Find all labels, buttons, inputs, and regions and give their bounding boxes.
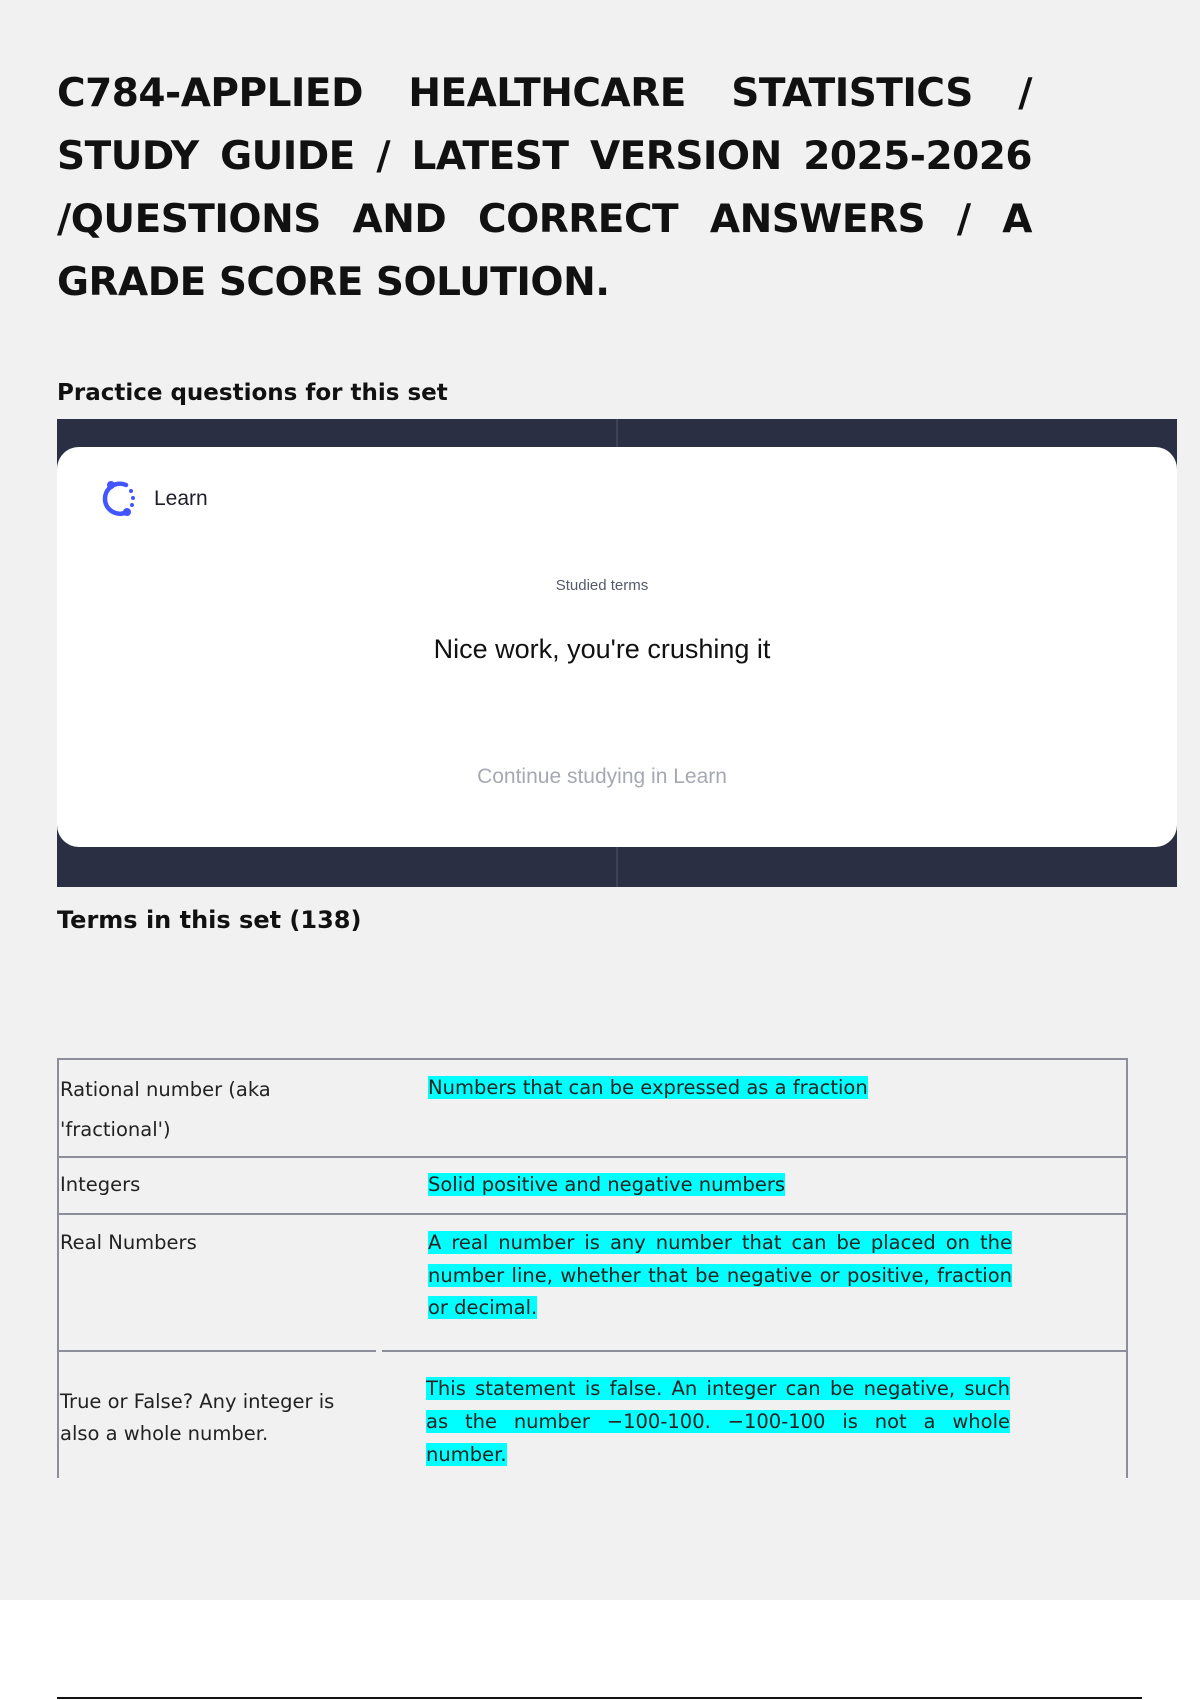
- definition-cell: [426, 1372, 1010, 1471]
- table-row: [57, 1213, 1128, 1350]
- table-row: [57, 1350, 1128, 1478]
- table-row: [57, 1058, 1128, 1156]
- definition-text: Numbers that can be expressed as a fraction: [428, 1076, 868, 1099]
- table-row: [57, 1156, 1128, 1213]
- progress-message: Nice work, you're crushing it: [433, 634, 771, 664]
- learn-mode-label: Learn: [154, 487, 208, 510]
- terms-table: [57, 1058, 1128, 1478]
- definition-cell: [428, 1227, 1012, 1325]
- definition-text: A real number is any number that can be placed on the number line, whether that be negative or positive, fraction or decimal.: [428, 1231, 1012, 1319]
- frame-divider: [616, 419, 618, 447]
- learn-card: [57, 447, 1177, 847]
- term-cell: Integers: [60, 1173, 141, 1196]
- definition-text: Solid positive and negative numbers: [428, 1173, 786, 1196]
- term-cell: True or False? Any integer is also a whole number.: [60, 1390, 335, 1445]
- terms-heading: Terms in this set (138): [57, 906, 362, 934]
- term-cell: Real Numbers: [60, 1231, 197, 1254]
- definition-cell: [428, 1170, 1012, 1200]
- learn-progress-icon: [97, 477, 139, 519]
- footer-rule: [57, 1697, 1142, 1699]
- studied-terms-label: Studied terms: [555, 577, 649, 594]
- definition-text: This statement is false. An integer can be negative, such as the number −100-100. −100-100 is not a whole number.: [426, 1377, 1010, 1466]
- definition-cell: [428, 1072, 1012, 1104]
- practice-heading: Practice questions for this set: [57, 380, 448, 406]
- continue-learn-link[interactable]: Continue studying in Learn: [477, 765, 727, 788]
- frame-divider: [616, 847, 618, 887]
- term-cell: Rational number (aka 'fractional'): [60, 1078, 271, 1141]
- document-title: C784-APPLIED HEALTHCARE STATISTICS / STUDY GUIDE / LATEST VERSION 2025-2026 /QUESTIONS AND CORRECT ANSWERS / A GRADE SCORE SOLUTION.: [57, 71, 1032, 305]
- column-gap: [376, 1350, 382, 1478]
